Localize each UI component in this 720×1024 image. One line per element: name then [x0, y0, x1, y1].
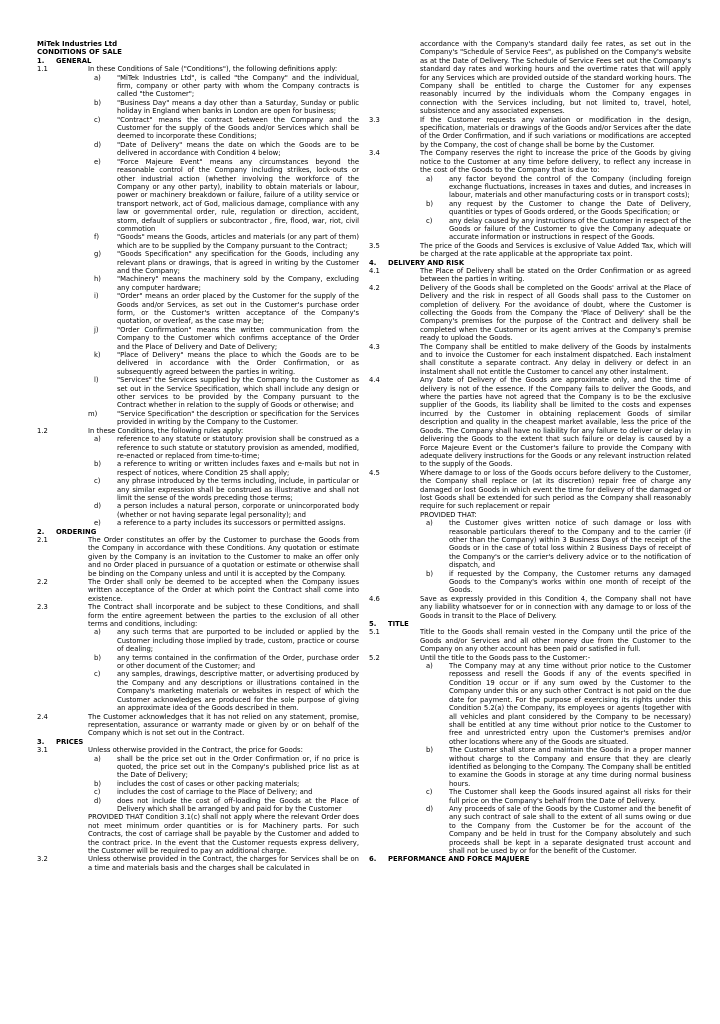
clause: [37, 65, 359, 73]
section-title: DELIVERY AND RISK: [388, 258, 465, 267]
clause-number: 3.2: [37, 855, 48, 864]
subclause-label: a): [426, 519, 433, 528]
subclause-text: "MiTek Industries Ltd", is called "the Company" and the individual, firm, company or other party with whom the Company contracts is called "the Customer";: [117, 73, 359, 99]
subclause: [37, 519, 359, 527]
section-heading: [37, 738, 359, 746]
subclause-text: "Service Specification" the description or specification for the Services provided in writing by the Company to the Customer.: [117, 409, 359, 427]
subclause: [37, 460, 359, 477]
clause: [37, 427, 359, 435]
subclause: [37, 275, 359, 292]
subclause-text: any delay caused by any instructions of the Customer in respect of the Goods or failure of the Customer to give the Company adequate or accurate information or instructions in respect of the Goods.: [449, 216, 691, 242]
clause-text: Until the title to the Goods pass to the Customer:-: [420, 653, 591, 662]
subclause: [369, 662, 691, 746]
subclause-text: "Place of Delivery" means the place to which the Goods are to be delivered in accordance with the Order Confirmation, or as subsequently agreed between the parties in writing.: [117, 351, 359, 376]
company-name: MiTek Industries Ltd: [37, 40, 118, 48]
section-number: 1.: [37, 56, 45, 65]
subclause: [37, 410, 359, 427]
section-title: PERFORMANCE AND FORCE MAJUERE: [388, 855, 530, 864]
subclause: [37, 788, 359, 796]
section-number: 6.: [369, 855, 377, 864]
subclause-text: "Business Day" means a day other than a Saturday, Sunday or public holiday in England when banks in London are open for business;: [117, 98, 359, 116]
subclause-label: a): [94, 628, 101, 637]
section-heading: [37, 57, 359, 65]
subclause-label: a): [426, 174, 433, 183]
subclause-label: c): [94, 115, 101, 124]
subclause-label: h): [94, 275, 101, 284]
clause: [369, 595, 691, 620]
subclause-text: any such terms that are purported to be included or applied by the Customer including those implied by trade, custom, practice or course of dealing;: [117, 628, 359, 654]
subclause-label: c): [426, 216, 433, 225]
subclause: [37, 233, 359, 250]
subclause-text: "Services" the Services supplied by the Company to the Customer as set out in the Service Specification, which shall include any design or other services to be provided by the Company pursuant to the Contract whether in relation to the supply of Goods or otherwise; and: [117, 376, 359, 410]
clause-text: The Order shall only be deemed to be accepted when the Company issues written acceptance of the Order at which point the Contract shall come into existence.: [88, 578, 359, 603]
subclause: [37, 116, 359, 141]
continuation-text: [37, 813, 359, 855]
clause: [369, 654, 691, 662]
subclause: [369, 519, 691, 569]
subclause: [37, 326, 359, 351]
clause-text: Title to the Goods shall remain vested in the Company until the price of the Goods and/or Services and all other money due from the Customer to the Company on any other account has been paid or satisfied in full.: [420, 628, 691, 654]
subclause-text: if requested by the Company, the Customer returns any damaged Goods to the Company's works within one month of receipt of the Goods.: [449, 569, 691, 595]
subclause-label: m): [88, 409, 98, 418]
subclause-label: d): [426, 804, 433, 813]
subclause-text: the Customer gives written notice of such damage or loss with reasonable particulars thereof to the Company and to the carrier (if other than the Company) within 3 Business Days of the receipt of the Goods or in the case of total loss within 2 Business Days of receipt of the Company's or the carrier's delivery advice or to the notification of dispatch, and: [449, 519, 691, 570]
clause-text: The Customer acknowledges that it has not relied on any statement, promise, representation, assurance or warranty made or given by or on behalf of the Company which is not set out in the Contract.: [88, 712, 359, 738]
subclause-label: f): [94, 233, 100, 242]
clause: [369, 628, 691, 653]
subclause-label: e): [94, 519, 101, 528]
clause-text: Any Date of Delivery of the Goods are approximate only, and the time of delivery is not of the essence. If the Company fails to deliver the Goods, and where the parties have not agreed that the Company is to be the exclusive supplier of the Goods, its liability shall be limited to the costs and expenses incurred by the Customer in obtaining replacement Goods of similar description and quality in the cheapest market available, less the price of the Goods. The Company shall have no liability for any failure to deliver or delay in delivering the Goods to the extent that such failure or delay is caused by a Force Majeure Event or the Customer's failure to provide the Company with adequate delivery instructions for the Goods or any relevant instruction related to the supply of the Goods.: [420, 376, 691, 469]
clause: [369, 116, 691, 150]
clause-number: 2.3: [37, 603, 48, 612]
subclause-label: c): [94, 788, 101, 797]
subclause-text: The Company may at any time without prior notice to the Customer repossess and resell the Goods if any of the events specified in Condition 19 occur or if any sum owed by the Customer to the Company under this or any such other Contract is not paid on the due date for payment. For the purpose of exercising its rights under this Condition 5.2(a) the Company, its employees or agents (together with all vehicles and plant considered by the Company to be necessary) shall be entitled at any time without prior notice to the Customer to free and unrestricted entry upon the Customer's premises and/or other locations where any of the Goods are situated.: [449, 662, 691, 746]
clause-number: 2.4: [37, 712, 48, 721]
clause: [37, 578, 359, 603]
clause: [369, 242, 691, 259]
subclause-label: b): [94, 779, 101, 788]
subclause-text: a reference to a party includes its successors or permitted assigns.: [117, 519, 346, 528]
subclause-text: "Machinery" means the machinery sold by the Company, excluding any computer hardware;: [117, 275, 359, 292]
clause-text: The Company shall be entitled to make delivery of the Goods by instalments and to invoice the Customer for each instalment dispatched. Each instalment shall constitute a separate contract. Any delay in delivery or defect in an instalment shall not entitle the Customer to cancel any other instalment.: [420, 342, 691, 376]
section-number: 4.: [369, 258, 377, 267]
clause-number: 5.2: [369, 653, 380, 662]
subclause-text: Any proceeds of sale of the Goods by the Customer and the benefit of any such contract of sale shall to the extent of all sums owing or due to the Company from the Customer be for the account of the Company and be held in trust for the Company absolutely and such proceeds shall be kept in a separate designated trust account and shall not be used by or for the benefit of the Customer.: [449, 804, 691, 855]
clause-text: The Company reserves the right to increase the price of the Goods by giving notice to the Customer at any time before delivery, to reflect any increase in the cost of the Goods to the Company that is due to:: [420, 149, 691, 175]
subclause: [37, 351, 359, 376]
clause-text: Save as expressly provided in this Condition 4, the Company shall not have any liability whatsoever for or in connection with any damage to or loss of the Goods in transit to the Place of Delivery.: [420, 594, 691, 620]
subclause: [37, 797, 359, 814]
subclause-label: a): [94, 435, 101, 444]
subclause-label: c): [94, 477, 101, 486]
subclause-label: a): [94, 73, 101, 82]
section-heading: [369, 855, 691, 863]
subclause-label: b): [426, 746, 433, 755]
clause-number: 4.5: [369, 468, 380, 477]
clause-text: The price of the Goods and Services is exclusive of Value Added Tax, which will be charged at the rate applicable at the appropriate tax point.: [420, 241, 691, 259]
clause: [369, 469, 691, 511]
subclause: [37, 158, 359, 234]
section-title: ORDERING: [56, 527, 97, 536]
subclause: [37, 74, 359, 99]
paragraph-text: PROVIDED THAT:: [420, 510, 477, 519]
section-number: 3.: [37, 737, 45, 746]
subclause-label: l): [94, 376, 99, 385]
section-number: 2.: [37, 527, 45, 536]
subclause: [369, 805, 691, 855]
continuation-text: [369, 40, 691, 116]
subclause-text: a reference to writing or written includes faxes and e-mails but not in respect of notices, where Condition 25 shall apply;: [117, 460, 359, 477]
subclause-text: "Goods" means the Goods, articles and materials (or any part of them) which are to be supplied by the Company pursuant to the Contract;: [117, 233, 359, 250]
clause: [37, 713, 359, 738]
subclause-label: k): [94, 351, 101, 360]
clause: [369, 149, 691, 174]
continuation-text: [369, 511, 691, 519]
subclause: [37, 755, 359, 780]
subclause: [37, 250, 359, 275]
clause-text: Where damage to or loss of the Goods occurs before delivery to the Customer, the Company shall replace or (at its discretion) repair free of charge any damaged or lost Goods in which event the time for delivery of the damaged or lost Goods shall be extended for such period as the Company shall reasonably require for such replacement or repair: [420, 468, 691, 511]
subclause: [369, 217, 691, 242]
paragraph-text: accordance with the Company's standard daily fee rates, as set out in the Company's "Schedule of Service Fees", as published on the Company's website as at the Date of Delivery. The Schedule of Service Fees set out the Company's standard day rates and working hours and the overtime rates that will apply for any Services which are provided outside of the standard working hours. The Company shall be entitled to charge the Customer for any expenses reasonably incurred by the individuals whom the Company engages in connection with the Services including, but not limited to, travel, hotel, subsistence and any associated expenses.: [420, 40, 691, 116]
clause: [37, 746, 359, 754]
section-heading: [37, 528, 359, 536]
clause: [369, 376, 691, 468]
subclause-text: a person includes a natural person, corporate or unincorporated body (whether or not having separate legal personality); and: [117, 502, 359, 519]
subclause-label: b): [94, 653, 101, 662]
subclause-label: b): [94, 98, 101, 107]
subclause-text: "Contract" means the contract between the Company and the Customer for the supply of the Goods and/or Services which shall be deemed to incorporate these Conditions;: [117, 115, 359, 141]
clause-number: 4.1: [369, 266, 380, 275]
subclause-text: The Customer shall store and maintain the Goods in a proper manner without charge to the Company and ensure that they are clearly identified as belonging to the Company. The Company shall be entitled to examine the Goods in storage at any time during normal business hours.: [449, 746, 691, 788]
subclause-label: a): [94, 754, 101, 763]
subclause: [37, 99, 359, 116]
clause-number: 5.1: [369, 628, 380, 637]
subclause-label: d): [94, 502, 101, 511]
section-title: GENERAL: [56, 56, 92, 65]
clause-number: 4.3: [369, 342, 380, 351]
subclause-label: a): [426, 662, 433, 671]
subclause-text: does not include the cost of off-loading the Goods at the Place of Delivery which shall be arranged by and paid for by the Customer: [117, 796, 359, 813]
subclause: [37, 654, 359, 671]
subclause: [369, 570, 691, 595]
subclause-label: e): [94, 157, 101, 166]
subclause: [369, 200, 691, 217]
clause-number: 1.1: [37, 65, 48, 74]
subclause-text: any factor beyond the control of the Company (including foreign exchange fluctuations, increases in taxes and duties, and increases in labour, materials and other manufacturing costs or in transport costs);: [449, 174, 691, 200]
subclause-label: c): [426, 788, 433, 797]
subclause-label: d): [94, 140, 101, 149]
subclause: [37, 435, 359, 460]
clause-text: In these Conditions of Sale ("Conditions"), the following definitions apply:: [88, 65, 338, 74]
clause: [37, 855, 359, 872]
subclause-text: any terms contained in the confirmation of the Order, purchase order or other document of the Customer; and: [117, 653, 359, 671]
clause-number: 3.1: [37, 746, 48, 755]
subclause-text: any samples, drawings, descriptive matter, or advertising produced by the Company and any descriptions or illustrations contained in the Company's marketing materials or websites in respect of which the Customer acknowledges are produced for the sole purpose of giving an approximate idea of the Goods described in them.: [117, 670, 359, 713]
subclause-label: d): [94, 796, 101, 805]
clause-text: The Place of Delivery shall be stated on the Order Confirmation or as agreed between the parties in writing.: [420, 266, 691, 284]
subclause-text: "Force Majeure Event" means any circumstances beyond the reasonable control of the Company including strikes, lock-outs or other industrial action (whether involving the workforce of the Company or any other party), inability to obtain materials or labour, power or machinery breakdown or failure, failure of a utility service or transport network, act of God, malicious damage, compliance with any law or governmental order, rule, regulation or direction, accident, storm, default of suppliers or subcontractor , fire, flood, war, riot, civil commotion: [117, 157, 359, 233]
subclause-label: j): [94, 325, 99, 334]
subclause-label: i): [94, 292, 99, 301]
subclause: [369, 746, 691, 788]
section-title: PRICES: [56, 737, 84, 746]
clause-text: Unless otherwise provided in the Contract, the charges for Services shall be on a time and materials basis and the charges shall be calculated in: [88, 855, 359, 872]
subclause-text: "Order" means an order placed by the Customer for the supply of the Goods and/or Services, as set out in the Customer's purchase order form, or the Customer's written acceptance of the Company's quotation, or overleaf, as the case may be;: [117, 292, 359, 326]
clause-text: If the Customer requests any variation or modification in the design, specification, materials or drawings of the Goods and/or Services after the date of the Order Confirmation, and if such variations or modifications are accepted by the Company, the cost of change shall be borne by the Customer.: [420, 115, 691, 149]
subclause: [37, 628, 359, 653]
subclause: [37, 141, 359, 158]
subclause-label: c): [94, 670, 101, 679]
right-column: [369, 40, 691, 864]
subclause: [37, 376, 359, 410]
section-number: 5.: [369, 620, 377, 629]
clause-number: 3.4: [369, 149, 380, 158]
clause-number: 4.4: [369, 376, 380, 385]
subclause-text: "Order Confirmation" means the written communication from the Company to the Customer which confirms acceptance of the Order and the Place of Delivery and Date of Delivery;: [117, 325, 359, 351]
subclause: [37, 477, 359, 502]
clause-text: The Order constitutes an offer by the Customer to purchase the Goods from the Company in accordance with these Conditions. Any quotation or estimate given by the Company is an invitation to the Customer to make an offer only and no Order placed in pursuance of a quotation or estimate or otherwise shall be binding on the Company unless and until it is accepted by the Company.: [88, 535, 359, 578]
clause: [369, 343, 691, 377]
subclause-text: "Date of Delivery" means the date on which the Goods are to be delivered in accordance with Condition 4 below;: [117, 140, 359, 158]
section-title: TITLE: [388, 620, 409, 629]
subclause-label: b): [94, 460, 101, 469]
clause-text: In these Conditions, the following rules apply:: [88, 426, 244, 435]
clause-number: 4.6: [369, 594, 380, 603]
clause-text: Unless otherwise provided in the Contract, the price for Goods:: [88, 746, 303, 755]
subclause: [37, 502, 359, 519]
section-heading: [369, 259, 691, 267]
subclause: [37, 780, 359, 788]
clause: [369, 267, 691, 284]
paragraph-text: PROVIDED THAT Condition 3.1(c) shall not apply where the relevant Order does not meet minimum order quantities or is for Machinery parts. For such Contracts, the cost of carriage shall be payable by the Customer and added to the contract price. In the event that the Customer requests express delivery, the Customer will be required to pay an additional charge.: [88, 813, 359, 855]
subclause: [37, 670, 359, 712]
subclause: [369, 175, 691, 200]
subclause-label: g): [94, 250, 101, 259]
left-column: [37, 40, 359, 872]
subclause-text: "Goods Specification" any specification for the Goods, including any relevant plans or drawings, that is agreed in writing by the Customer and the Company;: [117, 250, 359, 275]
subclause-text: shall be the price set out in the Order Confirmation or, if no price is quoted, the price set out in the Company's published price list as at the Date of Delivery;: [117, 754, 359, 780]
subclause-label: b): [426, 199, 433, 208]
clause-number: 3.3: [369, 115, 380, 124]
clause-text: Delivery of the Goods shall be completed on the Goods' arrival at the Place of Delivery and the risk in respect of all Goods shall pass to the Customer on completion of delivery. For the avoidance of doubt, where the Customer is collecting the Goods from the Company the 'Place of Delivery' shall be the Company's premises for the purpose of the Contract and delivery shall be completed when the Customer or its agent arrives at the Company's premise ready to upload the Goods.: [420, 283, 691, 343]
subclause-text: reference to any statute or statutory provision shall be construed as a reference to such statute or statutory provision as amended, modified, re-enacted or replaced from time-to-time;: [117, 435, 359, 460]
subclause-text: any request by the Customer to change the Date of Delivery, quantities or types of Goods ordered, or the Goods Specification; or: [449, 199, 691, 217]
subclause-text: The Customer shall keep the Goods insured against all risks for their full price on the Company's behalf from the Date of Delivery.: [449, 788, 691, 805]
subclause: [369, 788, 691, 805]
clause: [369, 284, 691, 343]
clause: [37, 536, 359, 578]
clause-number: 1.2: [37, 426, 48, 435]
clause-number: 4.2: [369, 283, 380, 292]
clause-text: The Contract shall incorporate and be subject to these Conditions, and shall form the entire agreement between the parties to the exclusion of all other terms and conditions, including:: [88, 603, 359, 629]
clause-number: 2.1: [37, 535, 48, 544]
clause-number: 2.2: [37, 578, 48, 586]
subclause-label: b): [426, 569, 433, 578]
section-heading: [369, 620, 691, 628]
clause-number: 3.5: [369, 241, 380, 250]
subclause: [37, 292, 359, 326]
document-title: CONDITIONS OF SALE: [37, 48, 122, 57]
subclause-text: includes the cost of carriage to the Place of Delivery; and: [117, 788, 313, 797]
subclause-text: includes the cost of cases or other packing materials;: [117, 779, 300, 788]
clause: [37, 603, 359, 628]
subclause-text: any phrase introduced by the terms including, include, in particular or any similar expression shall be construed as illustrative and shall not limit the sense of the words preceding those terms;: [117, 477, 359, 502]
